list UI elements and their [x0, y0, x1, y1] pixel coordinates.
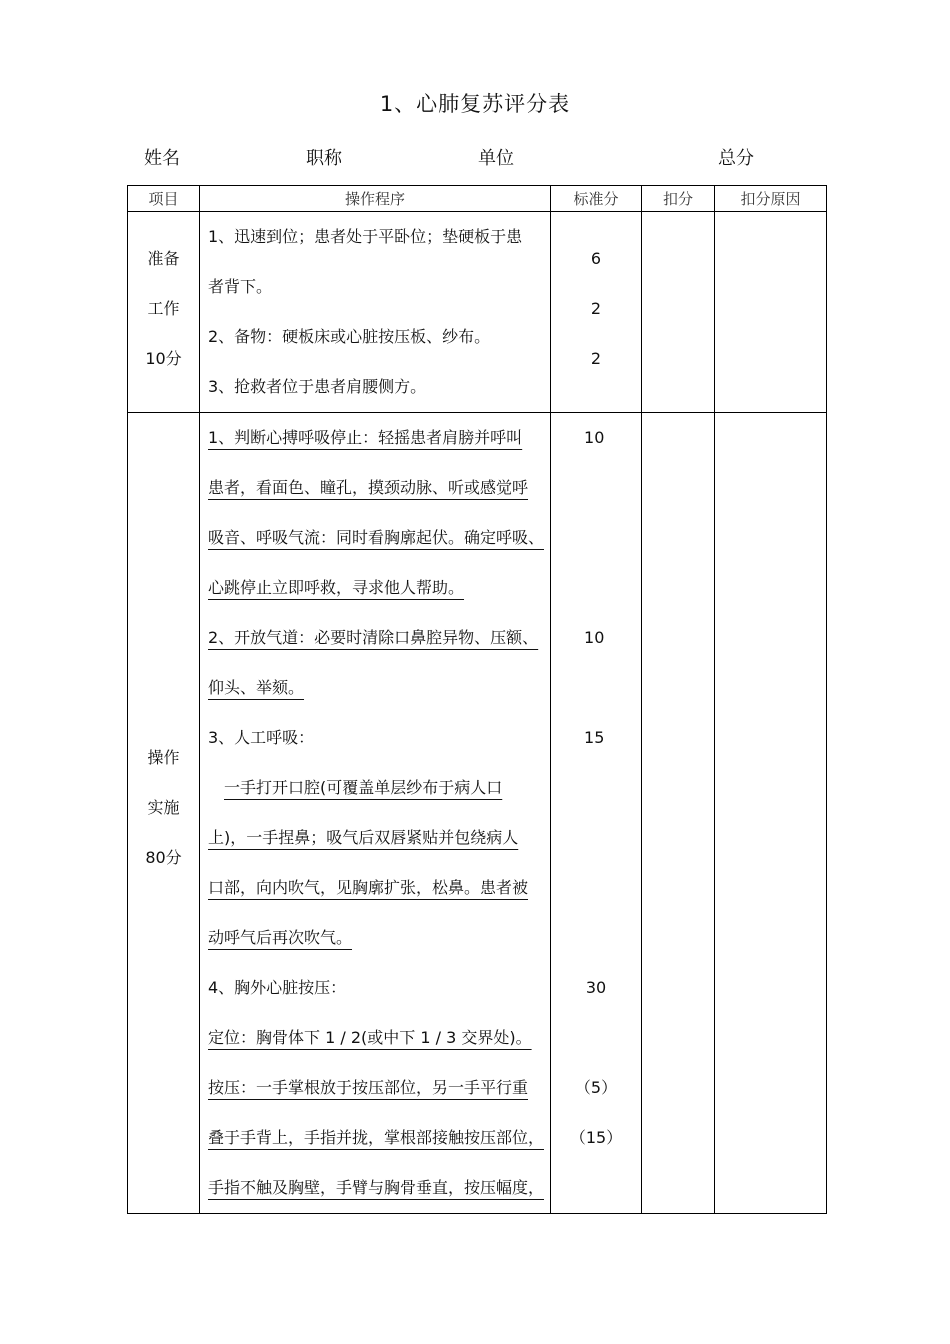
- score-value: （15）: [569, 1128, 623, 1147]
- column-header-deduction: 扣分: [642, 186, 715, 212]
- procedure-line: 仰头、举颏。: [208, 678, 305, 697]
- deduction-reason-cell[interactable]: [715, 413, 827, 1214]
- deduction-cell[interactable]: [642, 212, 715, 413]
- score-value: [551, 1163, 641, 1213]
- score-value: 15: [584, 728, 605, 747]
- procedure-line: 2、开放气道：必要时清除口鼻腔异物、压额、: [208, 628, 539, 647]
- procedure-line: 定位：胸骨体下 1 / 2(或中下 1 / 3 交界处)。: [208, 1028, 532, 1047]
- procedure-line: 手指不触及胸壁，手臂与胸骨垂直，按压幅度，: [208, 1178, 545, 1197]
- name-label: 姓名: [144, 148, 180, 169]
- column-header-item: 项目: [128, 186, 200, 212]
- score-value: [551, 463, 641, 513]
- procedure-line: 动呼气后再次吹气。: [208, 928, 353, 947]
- total-score-label: 总分: [718, 148, 754, 169]
- score-value: [551, 913, 641, 963]
- score-value: 2: [590, 349, 602, 368]
- page-title: 1、心肺复苏评分表: [379, 92, 571, 116]
- column-header-deduction-reason: 扣分原因: [715, 186, 827, 212]
- procedure-cell: [200, 413, 551, 1214]
- category-line: 工作: [147, 299, 180, 318]
- score-value: [551, 813, 641, 863]
- column-header-standard-score: 标准分: [551, 186, 642, 212]
- score-value: （5）: [574, 1078, 618, 1097]
- score-value: [551, 1013, 641, 1063]
- score-value: [551, 663, 641, 713]
- category-line: 80分: [145, 848, 182, 867]
- procedure-line: 1、判断心搏呼吸停止：轻摇患者肩膀并呼叫: [208, 428, 523, 447]
- title-label: 职称: [306, 148, 342, 169]
- standard-score-cell: [551, 212, 642, 413]
- score-value: [551, 563, 641, 613]
- category-line: 实施: [147, 798, 180, 817]
- score-value: 10: [584, 628, 605, 647]
- category-line: 准备: [147, 249, 180, 268]
- procedure-line: 3、抢救者位于患者肩腰侧方。: [208, 377, 427, 396]
- score-value: [551, 513, 641, 563]
- cpr-score-table: [127, 185, 827, 1214]
- score-value: 10: [584, 428, 605, 447]
- procedure-line: 按压：一手掌根放于按压部位，另一手平行重: [208, 1078, 529, 1097]
- category-cell: [128, 212, 200, 413]
- procedure-line: 心跳停止立即呼救，寻求他人帮助。: [208, 578, 465, 597]
- procedure-line: 1、迅速到位；患者处于平卧位；垫硬板于患: [208, 227, 523, 246]
- table-row-preparation: [128, 212, 827, 413]
- standard-score-cell: [551, 413, 642, 1214]
- procedure-line: 上)，一手捏鼻；吸气后双唇紧贴并包绕病人: [208, 828, 519, 847]
- procedure-line: 口部，向内吹气，见胸廓扩张，松鼻。患者被: [208, 878, 529, 897]
- procedure-line: 患者，看面色、瞳孔，摸颈动脉、听或感觉呼: [208, 478, 529, 497]
- category-cell: [128, 413, 200, 1214]
- procedure-cell: [200, 212, 551, 413]
- category-line: 操作: [147, 748, 180, 767]
- score-value: 30: [585, 978, 607, 997]
- score-value: 6: [590, 249, 602, 268]
- category-line: 10分: [145, 349, 182, 368]
- score-value: 2: [590, 299, 602, 318]
- procedure-line: 一手打开口腔(可覆盖单层纱布于病人口: [224, 778, 503, 797]
- column-header-procedure: 操作程序: [200, 186, 551, 212]
- procedure-line: 者背下。: [208, 277, 273, 296]
- procedure-line: 叠于手背上，手指并拢，掌根部接触按压部位，: [208, 1128, 545, 1147]
- deduction-cell[interactable]: [642, 413, 715, 1214]
- table-row-operation: [128, 413, 827, 1214]
- procedure-line: 2、备物：硬板床或心脏按压板、纱布。: [208, 327, 491, 346]
- deduction-reason-cell[interactable]: [715, 212, 827, 413]
- procedure-line: 3、人工呼吸：: [208, 728, 315, 747]
- score-value: [551, 763, 641, 813]
- procedure-line: 4、胸外心脏按压：: [208, 978, 347, 997]
- procedure-line: 吸音、呼吸气流：同时看胸廓起伏。确定呼吸、: [208, 528, 545, 547]
- table-header-row: [128, 186, 827, 212]
- unit-label: 单位: [478, 148, 514, 169]
- score-value: [551, 863, 641, 913]
